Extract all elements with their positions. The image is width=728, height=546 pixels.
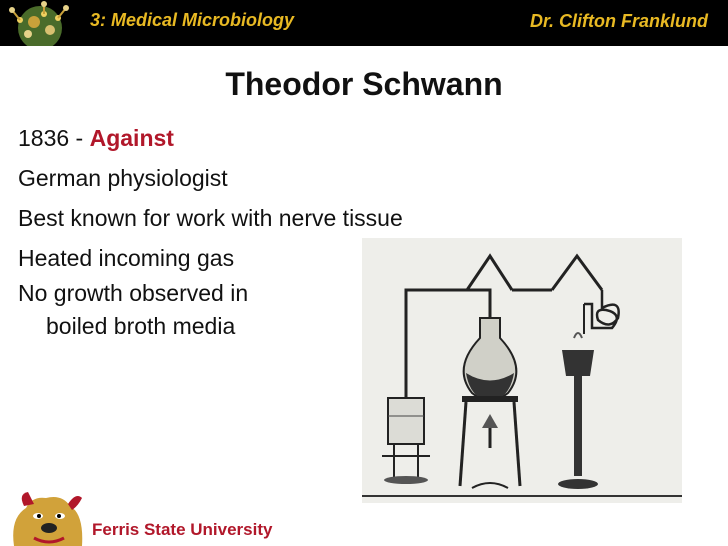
bullet-known-for: Best known for work with nerve tissue	[18, 205, 403, 231]
bullet-result: No growth observed in	[18, 280, 249, 306]
apparatus-illustration	[362, 238, 682, 503]
course-title: 3: Medical Microbiology	[90, 10, 295, 30]
footer-institution: Ferris State University	[92, 520, 273, 539]
bullet-method: Heated incoming gas	[18, 245, 235, 271]
bullet-profession: German physiologist	[18, 165, 228, 191]
bullet-year-prefix: 1836 -	[18, 125, 90, 151]
author-name: Dr. Clifton Franklund	[530, 11, 708, 31]
bullet-year	[18, 118, 538, 158]
bullet-year-stance: Against	[89, 125, 174, 151]
slide-title: Theodor Schwann	[225, 66, 503, 102]
bulldog-mascot-logo-icon	[6, 488, 90, 546]
bullet-result-continuation: boiled broth media	[46, 313, 236, 339]
microbe-logo-icon	[0, 0, 88, 46]
header-bar	[0, 0, 728, 46]
